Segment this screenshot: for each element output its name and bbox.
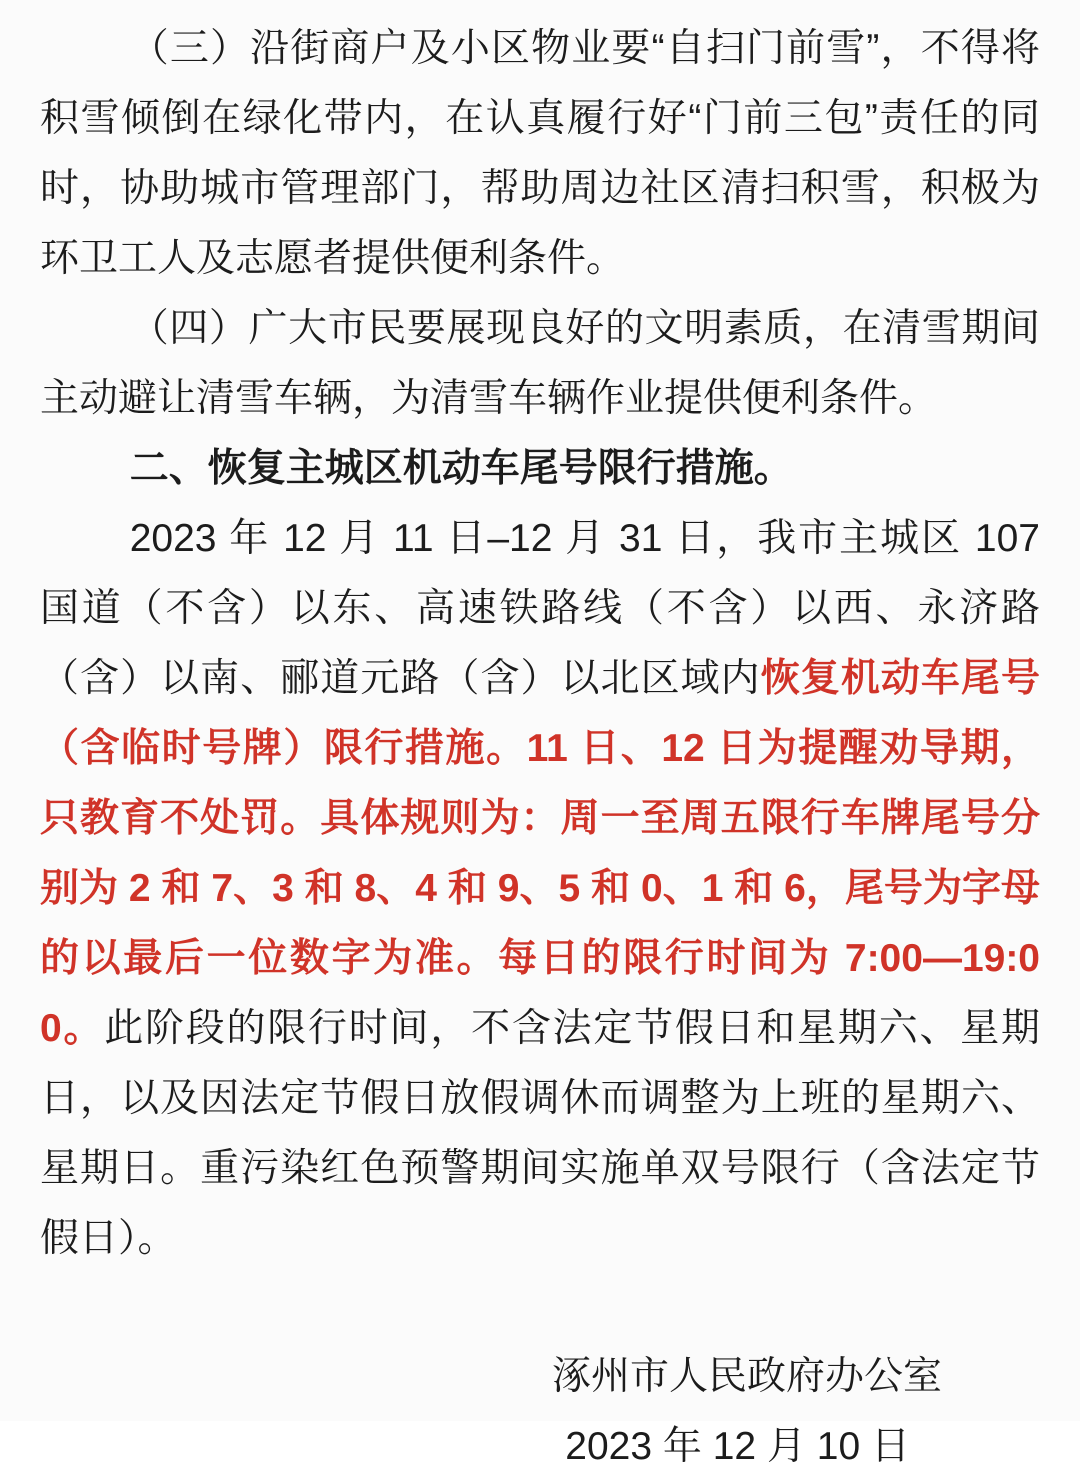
restriction-highlight-text: 恢复机动车尾号（含临时号牌）限行措施。11 日、12 日为提醒劝导期，只教育不处罚。具体规则为：周一至周五限行车牌尾号分别为 2 和 7、3 和 8、4 和 9、5 和 0、1 和 6，尾号为字母的以最后一位数字为准。每日的限行时间为 7:00—19:00。 xyxy=(40,657,1040,1050)
restriction-scope-text: 2023 年 12 月 11 日–12 月 31 日，我市主城区 107 国道（不含）以东、高速铁路线（不含）以西、永济路（含）以南、郦道元路（含）以北区域内 xyxy=(40,517,1040,700)
signature-block xyxy=(40,1342,1040,1482)
signature-office-name: 涿州市人民政府办公室 xyxy=(551,1355,942,1398)
paragraph-item-3: （三）沿街商户及小区物业要“自扫门前雪”，不得将积雪倾倒在绿化带内，在认真履行好“门前三包”责任的同时，协助城市管理部门，帮助周边社区清扫积雪，积极为环卫工人及志愿者提供便利条件。 xyxy=(40,27,1040,280)
paragraph-item-4: （四）广大市民要展现良好的文明素质，在清雪期间主动避让清雪车辆，为清雪车辆作业提供便利条件。 xyxy=(40,307,1040,420)
section-heading-restriction-measures: 二、恢复主城区机动车尾号限行措施。 xyxy=(129,447,793,490)
signature-date: 2023 年 12 月 10 日 xyxy=(565,1425,910,1468)
paragraph-restriction-details xyxy=(40,504,1040,1274)
restriction-exception-text: 此阶段的限行时间，不含法定节假日和星期六、星期日，以及因法定节假日放假调休而调整为上班的星期六、星期日。重污染红色预警期间实施单双号限行（含法定节假日）。 xyxy=(40,1007,1040,1260)
